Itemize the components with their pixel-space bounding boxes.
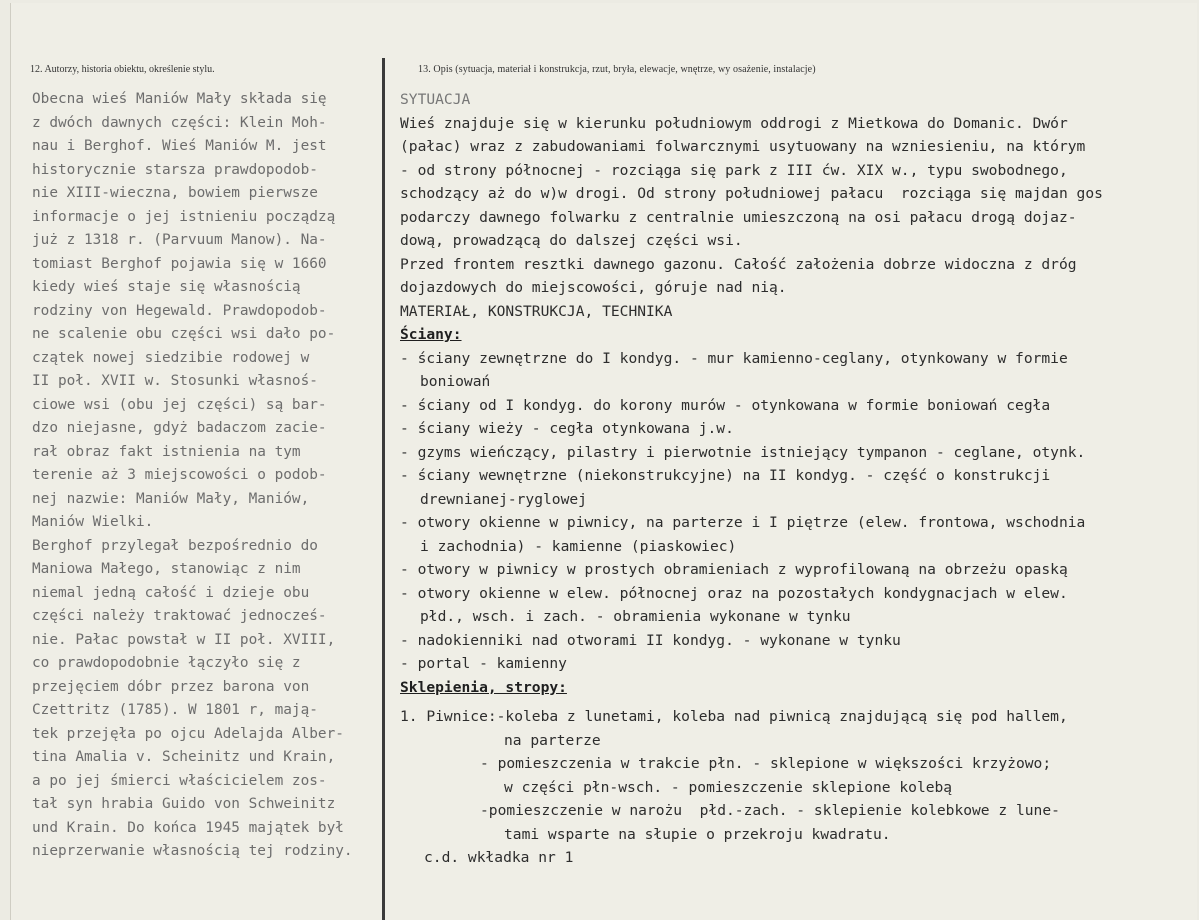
history-text-line: II poł. XVII w. Stosunki własnoś- — [32, 373, 318, 389]
description-text-line: Wieś znajduje się w kierunku południowym oddrogi z Mietkowa do Domanic. Dwór — [400, 114, 1068, 132]
description-text-line: - pomieszczenia w trakcie płn. - sklepione w większości krzyżowo; — [480, 755, 1052, 772]
history-text-line: ciowe wsi (obu jej części) są bar- — [32, 396, 327, 413]
description-text-line: tami wsparte na słupie o przekroju kwadratu. — [504, 825, 891, 843]
history-text-line: a po jej śmierci właścicielem zos- — [32, 772, 327, 789]
history-text-line: kiedy wieś staje się własnością — [32, 279, 301, 295]
history-text-line: rodziny von Hegewald. Prawdopodob- — [32, 302, 327, 319]
description-text-line: w części płn-wsch. - pomieszczenie sklepione kolebą — [504, 778, 953, 796]
description-text-line: - portal - kamienny — [400, 655, 567, 672]
history-text-line: nie XIII-wieczna, bowiem pierwsze — [32, 185, 318, 201]
history-text-line: informacje o jej istnieniu począdzą — [32, 208, 336, 225]
history-text-line: rał obraz fakt istnienia na tym — [32, 443, 301, 460]
description-text-line: dojazdowych do miejscowości, góruje nad nią. — [400, 279, 787, 296]
description-text-line: - gzyms wieńczący, pilastry i pierwotnie istniejący tympanon - ceglane, otynk. — [400, 443, 1086, 461]
history-text-line: historycznie starsza prawdopodob- — [32, 161, 318, 178]
description-text-line: boniowań — [420, 373, 491, 390]
history-text-line: już z 1318 r. (Parvuum Manow). Na- — [32, 232, 327, 248]
description-text-line: MATERIAŁ, KONSTRUKCJA, TECHNIKA — [400, 302, 673, 320]
description-text-column — [400, 88, 1103, 870]
column-divider — [382, 58, 385, 920]
description-text-line: - ściany od I kondyg. do korony murów - otynkowana w formie boniowań cegła — [400, 396, 1051, 414]
description-text-line: dową, prowadzącą do dalszej części wsi. — [400, 232, 743, 249]
description-text-line: - ściany wewnętrzne (niekonstrukcyjne) na II kondyg. - część o konstrukcji — [400, 467, 1051, 484]
description-text-line: -pomieszczenie w narożu płd.-zach. - sklepienie kolebkowe z lune- — [480, 802, 1060, 819]
description-text-line: podarczy dawnego folwarku z centralnie umieszczoną na osi pałacu drogą dojaz- — [400, 208, 1077, 226]
history-text-column — [32, 88, 353, 864]
description-text-line: c.d. wkładka nr 1 — [424, 849, 574, 866]
right-section-header: 13. Opis (sytuacja, materiał i konstrukcja, rzut, bryła, elewacje, wnętrze, wy osażenie, instalacje) — [418, 64, 816, 75]
history-text-line: co prawdopodobnie łączyło się z — [32, 655, 301, 671]
description-text-line: - ściany zewnętrzne do I kondyg. - mur kamienno-ceglany, otynkowany w formie — [400, 349, 1068, 367]
section-heading: Ściany: — [400, 326, 462, 343]
description-text-line: (pałac) wraz z zabudowaniami folwarcznymi usytuowany na wzniesieniu, na którym — [400, 138, 1086, 155]
history-text-line: niemal jedną całość i dzieje obu — [32, 584, 310, 601]
description-text-line: drewnianej-ryglowej — [420, 490, 587, 508]
history-text-line: z dwóch dawnych części: Klein Moh- — [32, 114, 327, 131]
history-text-line: czątek nowej siedzibie rodowej w — [32, 349, 310, 366]
description-text-line: - otwory w piwnicy w prostych obramieniach z wyprofilowaną na obrzeżu opaską — [400, 561, 1068, 578]
description-text-line: płd., wsch. i zach. - obramienia wykonane w tynku — [420, 608, 851, 625]
history-text-line: nieprzerwanie własnością tej rodziny. — [32, 843, 353, 859]
description-text-line: - nadokienniki nad otworami II kondyg. - wykonane w tynku — [400, 631, 901, 649]
history-text-line: części należy traktować jednocześ- — [32, 608, 327, 624]
description-text-line: - od strony północnej - rozciąga się park z III ćw. XIX w., typu swobodnego, — [400, 161, 1068, 179]
description-text-line: schodzący aż do w)w drogi. Od strony południowej pałacu rozciąga się majdan gos — [400, 185, 1103, 202]
description-text-line: na parterze — [504, 731, 601, 749]
description-text-line: 1. Piwnice:-koleba z lunetami, koleba nad piwnicą znajdującą się pod hallem, — [400, 708, 1068, 725]
history-text-line: Berghof przylegał bezpośrednio do — [32, 537, 318, 554]
history-text-line: nau i Berghof. Wieś Maniów M. jest — [32, 138, 327, 154]
left-section-header: 12. Autorzy, historia obiektu, określenie stylu. — [30, 64, 215, 75]
history-text-line: tał syn hrabia Guido von Schweinitz — [32, 796, 336, 812]
description-text-line: SYTUACJA — [400, 91, 471, 108]
history-text-line: nie. Pałac powstał w II poł. XVIII, — [32, 631, 336, 648]
description-text-line: i zachodnia) - kamienne (piaskowiec) — [420, 537, 737, 555]
history-text-line: Obecna wieś Maniów Mały składa się — [32, 91, 327, 107]
history-text-line: Czettritz (1785). W 1801 r, mają- — [32, 702, 318, 718]
description-text-line: Przed frontem resztki dawnego gazonu. Całość założenia dobrze widoczna z dróg — [400, 255, 1077, 273]
section-heading: Sklepienia, stropy: — [400, 678, 567, 696]
history-text-line: Maniowa Małego, stanowiąc z nim — [32, 561, 301, 577]
description-text-line: - ściany wieży - cegła otynkowana j.w. — [400, 420, 734, 437]
history-text-line: nej nazwie: Maniów Mały, Maniów, — [32, 490, 310, 507]
history-text-line: tina Amalia v. Scheinitz und Krain, — [32, 749, 336, 765]
history-text-line: ne scalenie obu części wsi dało po- — [32, 326, 336, 342]
history-text-line: und Krain. Do końca 1945 majątek był — [32, 819, 344, 836]
description-text-line: - otwory okienne w elew. północnej oraz na pozostałych kondygnacjach w elew. — [400, 584, 1068, 602]
history-text-line: dzo niejasne, gdyż badaczom zacie- — [32, 420, 327, 436]
description-text-line: - otwory okienne w piwnicy, na parterze i I piętrze (elew. frontowa, wschodnia — [400, 514, 1086, 531]
history-text-line: Maniów Wielki. — [32, 514, 154, 530]
history-text-line: tek przejęła po ojcu Adelajda Alber- — [32, 725, 344, 742]
history-text-line: terenie aż 3 miejscowości o podob- — [32, 467, 327, 483]
history-text-line: przejęciem dóbr przez barona von — [32, 678, 310, 695]
history-text-line: tomiast Berghof pojawia się w 1660 — [32, 255, 327, 272]
